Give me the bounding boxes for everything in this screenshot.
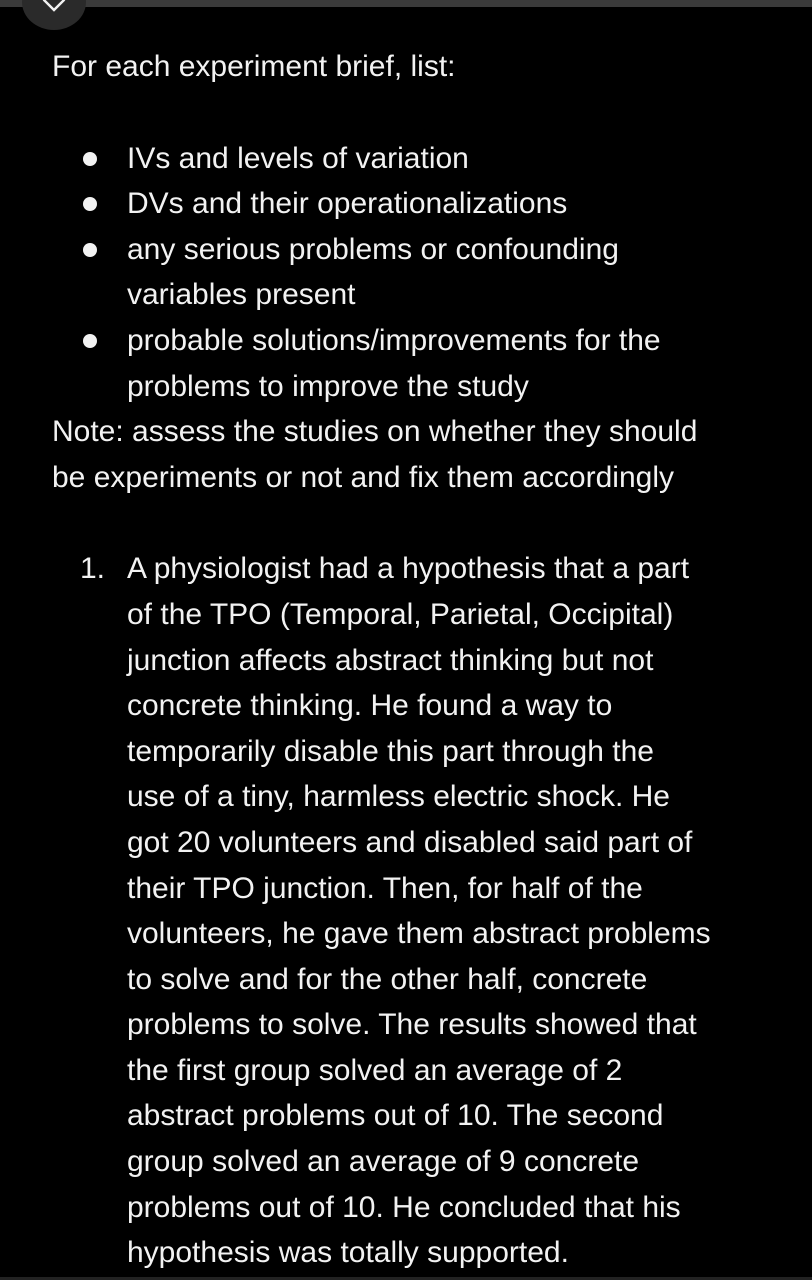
item-line: got 20 volunteers and disabled said part of bbox=[127, 825, 693, 859]
item-line: problems out of 10. He concluded that his bbox=[127, 1190, 681, 1224]
item-number: 1. bbox=[80, 552, 106, 586]
bullet-dot bbox=[83, 152, 97, 166]
bullet-dot bbox=[83, 197, 97, 211]
bullet-item bbox=[52, 136, 772, 182]
item-line: to solve and for the other half, concrete bbox=[127, 962, 648, 996]
item-line: group solved an average of 9 concrete bbox=[127, 1145, 640, 1179]
item-line: volunteers, he gave them abstract problems bbox=[127, 917, 711, 951]
item-line: abstract problems out of 10. The second bbox=[127, 1099, 664, 1133]
note-line: Note: assess the studies on whether they should bbox=[52, 415, 698, 449]
item-line: junction affects abstract thinking but not bbox=[127, 643, 654, 677]
item-line: the first group solved an average of 2 bbox=[127, 1053, 623, 1087]
note-text bbox=[52, 409, 772, 500]
bullet-line: DVs and their operationalizations bbox=[127, 187, 568, 221]
item-line: concrete thinking. He found a way to bbox=[127, 689, 613, 723]
top-bar bbox=[0, 0, 812, 7]
bullet-item bbox=[52, 181, 772, 227]
bullet-line: any serious problems or confounding bbox=[127, 232, 619, 266]
bullet-dot bbox=[83, 243, 97, 257]
bullet-dot bbox=[83, 334, 97, 348]
close-button[interactable] bbox=[22, 0, 86, 30]
bullet-line: problems to improve the study bbox=[127, 369, 529, 403]
bullet-list bbox=[52, 136, 772, 410]
item-line: of the TPO (Temporal, Parietal, Occipital) bbox=[127, 597, 674, 631]
bullet-line: probable solutions/improvements for the bbox=[127, 323, 661, 357]
bullet-line: IVs and levels of variation bbox=[127, 141, 469, 175]
item-line: temporarily disable this part through the bbox=[127, 734, 654, 768]
bullet-line: variables present bbox=[127, 278, 356, 312]
close-x-icon bbox=[42, 0, 66, 14]
bullet-item bbox=[52, 318, 772, 409]
item-line: A physiologist had a hypothesis that a part bbox=[127, 552, 690, 586]
note-line: be experiments or not and fix them accordingly bbox=[52, 460, 674, 494]
experiment-list bbox=[52, 546, 772, 1276]
item-line: their TPO junction. Then, for half of the bbox=[127, 871, 643, 905]
experiment-item bbox=[52, 546, 772, 1276]
intro-text: For each experiment brief, list: bbox=[52, 50, 456, 83]
question-text bbox=[52, 44, 772, 1276]
item-line: problems to solve. The results showed that bbox=[127, 1008, 697, 1042]
item-line: hypothesis was totally supported. bbox=[127, 1236, 569, 1270]
item-line: use of a tiny, harmless electric shock. He bbox=[127, 780, 670, 814]
bullet-item bbox=[52, 227, 772, 318]
